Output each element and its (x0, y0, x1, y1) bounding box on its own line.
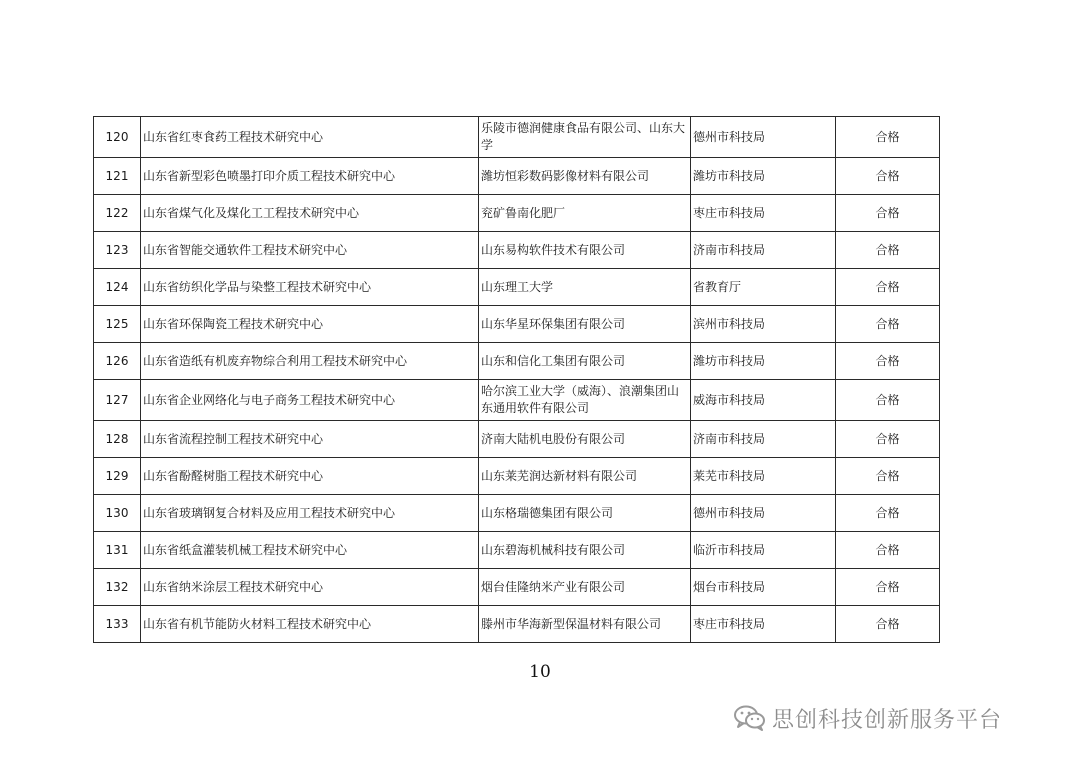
cell-number: 133 (94, 606, 141, 643)
cell-center-name: 山东省企业网络化与电子商务工程技术研究中心 (141, 380, 479, 421)
cell-center-name: 山东省红枣食药工程技术研究中心 (141, 117, 479, 158)
watermark-text: 思创科技创新服务平台 (772, 707, 1003, 733)
table-body (94, 117, 940, 643)
wechat-icon (733, 704, 767, 732)
cell-result: 合格 (836, 495, 940, 532)
cell-organization: 山东碧海机械科技有限公司 (479, 532, 691, 569)
cell-organization: 烟台佳隆纳米产业有限公司 (479, 569, 691, 606)
cell-department: 潍坊市科技局 (691, 343, 836, 380)
table-row (94, 269, 940, 306)
cell-department: 威海市科技局 (691, 380, 836, 421)
cell-organization: 济南大陆机电股份有限公司 (479, 421, 691, 458)
cell-number: 125 (94, 306, 141, 343)
cell-center-name: 山东省智能交通软件工程技术研究中心 (141, 232, 479, 269)
cell-number: 128 (94, 421, 141, 458)
watermark (733, 703, 1002, 733)
cell-number: 120 (94, 117, 141, 158)
cell-number: 127 (94, 380, 141, 421)
cell-department: 枣庄市科技局 (691, 606, 836, 643)
evaluation-table (93, 116, 940, 643)
cell-department: 济南市科技局 (691, 232, 836, 269)
cell-organization: 山东和信化工集团有限公司 (479, 343, 691, 380)
page-number: 10 (529, 662, 551, 682)
cell-organization: 山东易构软件技术有限公司 (479, 232, 691, 269)
cell-department: 济南市科技局 (691, 421, 836, 458)
cell-department: 滨州市科技局 (691, 306, 836, 343)
cell-department: 莱芜市科技局 (691, 458, 836, 495)
cell-result: 合格 (836, 306, 940, 343)
cell-center-name: 山东省纸盒灌装机械工程技术研究中心 (141, 532, 479, 569)
table-row (94, 117, 940, 158)
cell-result: 合格 (836, 343, 940, 380)
cell-center-name: 山东省环保陶瓷工程技术研究中心 (141, 306, 479, 343)
cell-result: 合格 (836, 421, 940, 458)
table-row (94, 569, 940, 606)
cell-result: 合格 (836, 269, 940, 306)
cell-center-name: 山东省煤气化及煤化工工程技术研究中心 (141, 195, 479, 232)
cell-number: 122 (94, 195, 141, 232)
table-row (94, 606, 940, 643)
cell-organization: 山东华星环保集团有限公司 (479, 306, 691, 343)
cell-department: 德州市科技局 (691, 117, 836, 158)
table-row (94, 306, 940, 343)
table-row (94, 195, 940, 232)
cell-organization: 山东格瑞德集团有限公司 (479, 495, 691, 532)
cell-result: 合格 (836, 117, 940, 158)
cell-number: 126 (94, 343, 141, 380)
cell-result: 合格 (836, 569, 940, 606)
cell-center-name: 山东省有机节能防火材料工程技术研究中心 (141, 606, 479, 643)
cell-center-name: 山东省纺织化学品与染整工程技术研究中心 (141, 269, 479, 306)
cell-organization: 山东理工大学 (479, 269, 691, 306)
cell-result: 合格 (836, 380, 940, 421)
cell-department: 枣庄市科技局 (691, 195, 836, 232)
table-row (94, 343, 940, 380)
cell-center-name: 山东省新型彩色喷墨打印介质工程技术研究中心 (141, 158, 479, 195)
cell-center-name: 山东省酚醛树脂工程技术研究中心 (141, 458, 479, 495)
cell-result: 合格 (836, 158, 940, 195)
cell-number: 129 (94, 458, 141, 495)
cell-center-name: 山东省玻璃钢复合材料及应用工程技术研究中心 (141, 495, 479, 532)
table-row (94, 380, 940, 421)
cell-center-name: 山东省纳米涂层工程技术研究中心 (141, 569, 479, 606)
cell-center-name: 山东省流程控制工程技术研究中心 (141, 421, 479, 458)
cell-result: 合格 (836, 532, 940, 569)
cell-department: 省教育厅 (691, 269, 836, 306)
table-row (94, 421, 940, 458)
cell-result: 合格 (836, 458, 940, 495)
cell-number: 121 (94, 158, 141, 195)
cell-organization: 乐陵市德润健康食品有限公司、山东大学 (479, 117, 691, 158)
cell-number: 131 (94, 532, 141, 569)
cell-center-name: 山东省造纸有机废弃物综合利用工程技术研究中心 (141, 343, 479, 380)
cell-number: 130 (94, 495, 141, 532)
table-row (94, 532, 940, 569)
cell-department: 临沂市科技局 (691, 532, 836, 569)
cell-number: 124 (94, 269, 141, 306)
cell-department: 潍坊市科技局 (691, 158, 836, 195)
cell-organization: 滕州市华海新型保温材料有限公司 (479, 606, 691, 643)
cell-result: 合格 (836, 195, 940, 232)
cell-number: 132 (94, 569, 141, 606)
table-row (94, 458, 940, 495)
cell-number: 123 (94, 232, 141, 269)
table-row (94, 232, 940, 269)
table-row (94, 495, 940, 532)
cell-result: 合格 (836, 232, 940, 269)
cell-organization: 兖矿鲁南化肥厂 (479, 195, 691, 232)
cell-result: 合格 (836, 606, 940, 643)
cell-organization: 山东莱芜润达新材料有限公司 (479, 458, 691, 495)
cell-department: 烟台市科技局 (691, 569, 836, 606)
cell-department: 德州市科技局 (691, 495, 836, 532)
cell-organization: 哈尔滨工业大学（威海）、浪潮集团山东通用软件有限公司 (479, 380, 691, 421)
cell-organization: 潍坊恒彩数码影像材料有限公司 (479, 158, 691, 195)
table-row (94, 158, 940, 195)
